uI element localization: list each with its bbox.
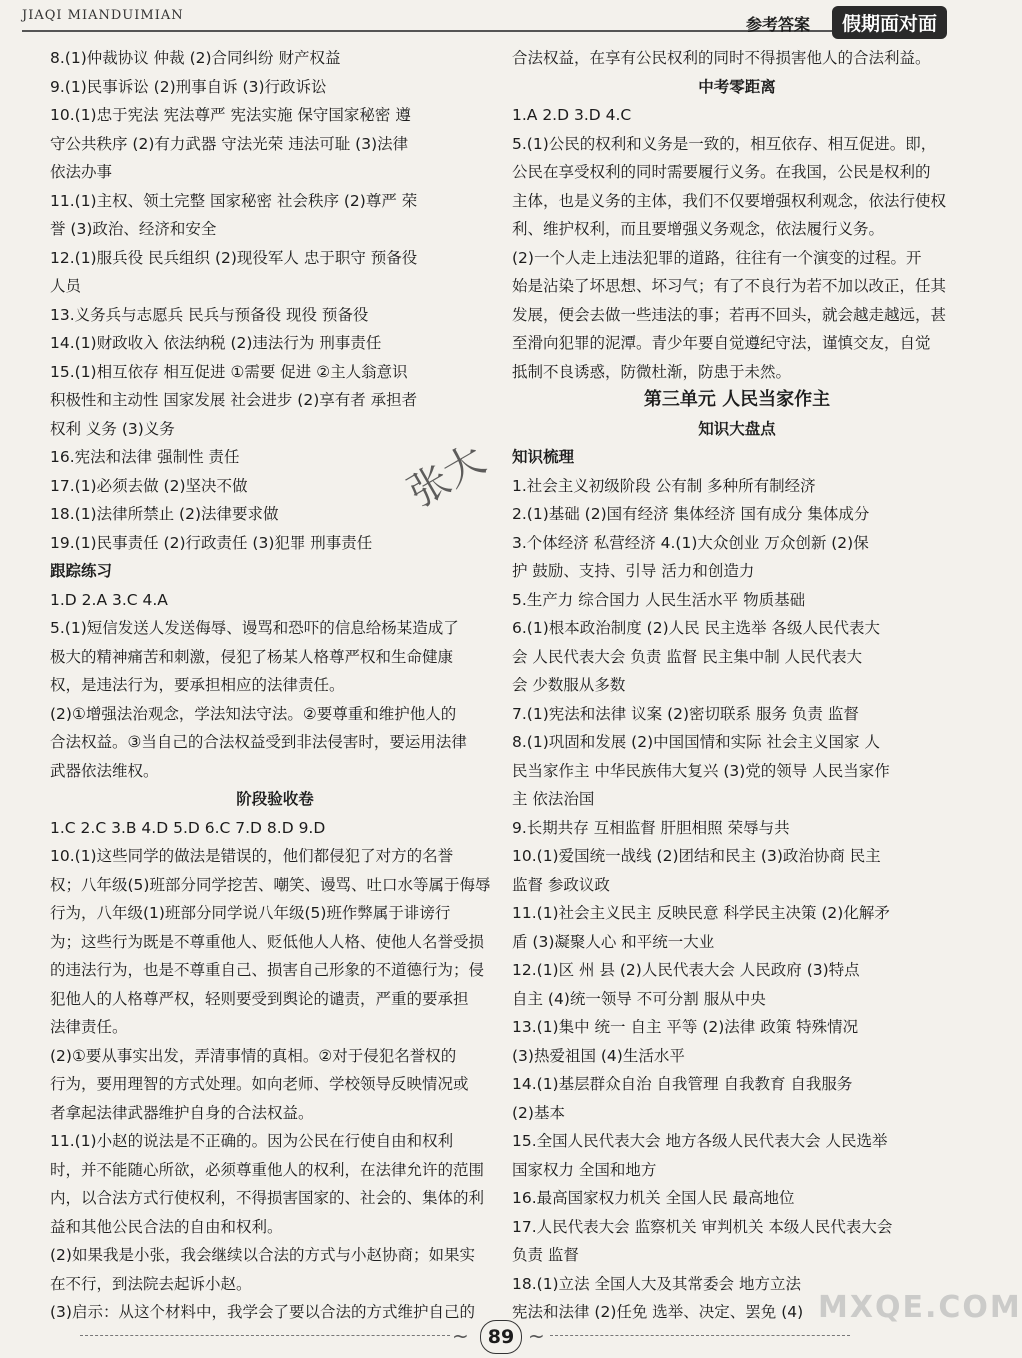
text-line: 1.社会主义初级阶段 公有制 多种所有制经济 (512, 476, 816, 495)
answers-label: 参考答案 (746, 15, 811, 34)
text-line: 权，是违法行为，要承担相应的法律责任。 (50, 676, 345, 694)
text-line: 3.个体经济 私营经济 4.(1)大众创业 万众创新 (2)保 (512, 533, 869, 552)
text-line: 10.(1)忠于宪法 宪法尊严 宪法实施 保守国家秘密 遵 (50, 106, 411, 124)
footer-rule-left (80, 1335, 450, 1337)
text-line: 中考零距离 (698, 77, 776, 96)
swirl-right-icon: ~ (528, 1324, 545, 1348)
text-line: 行为，要用理智的方式处理。如向老师、学校领导反映情况或 (50, 1075, 469, 1093)
text-line: 5.(1)短信发送人发送侮辱、谩骂和恐吓的信息给杨某造成了 (50, 619, 459, 637)
text-line: 在不行，到法院去起诉小赵。 (50, 1274, 252, 1293)
text-line: 法律责任。 (50, 1018, 128, 1036)
text-line: 13.(1)集中 统一 自主 平等 (2)法律 政策 特殊情况 (512, 1018, 859, 1036)
text-line: 1.D 2.A 3.C 4.A (50, 590, 168, 609)
left-column (50, 44, 500, 1327)
swirl-left-icon: ~ (452, 1324, 469, 1348)
text-line: 知识梳理 (512, 448, 575, 466)
text-line: 宪法和法律 (2)任免 选举、决定、罢免 (4) (512, 1303, 804, 1321)
text-line: 9.长期共存 互相监督 肝胆相照 荣辱与共 (512, 818, 790, 837)
footer-rule-right (550, 1335, 850, 1337)
text-line: 14.(1)基层群众自治 自我管理 自我教育 自我服务 (512, 1075, 853, 1093)
text-line: 极大的精神痛苦和刺激，侵犯了杨某人格尊严权和生命健康 (50, 647, 454, 666)
text-line: 10.(1)这些同学的做法是错误的，他们都侵犯了对方的名誉 (50, 847, 454, 865)
text-line: 合法权益，在享有公民权利的同时不得损害他人的合法利益。 (512, 49, 931, 67)
text-line: 1.A 2.D 3.D 4.C (512, 106, 632, 124)
text-line: 时，并不能随心所欲，必须尊重他人的权利，在法律允许的范围 (50, 1160, 485, 1179)
text-line: 护 鼓励、支持、引导 活力和创造力 (512, 562, 755, 580)
text-line: (3)热爱祖国 (4)生活水平 (512, 1046, 685, 1065)
text-line: 16.最高国家权力机关 全国人民 最高地位 (512, 1189, 795, 1207)
brand-logo: 假期面对面 (832, 6, 947, 39)
text-line: 2.(1)基础 (2)国有经济 集体经济 国有成分 集体成分 (512, 505, 870, 523)
text-line: 5.(1)公民的权利和义务是一致的，相互依存、相互促进。即， (512, 134, 937, 153)
text-line: 抵制不良诱惑，防微杜渐，防患于未然。 (512, 362, 792, 381)
text-line: 5.生产力 综合国力 人民生活水平 物质基础 (512, 590, 806, 609)
text-line: 16.宪法和法律 强制性 责任 (50, 448, 240, 466)
text-line: 15.全国人民代表大会 地方各级人民代表大会 人民选举 (512, 1132, 888, 1150)
text-line: 主 依法治国 (512, 790, 595, 808)
text-line: 权；八年级(5)班部分同学挖苦、嘲笑、谩骂、吐口水等属于侮辱 (50, 875, 491, 894)
text-line: 10.(1)爱国统一战线 (2)团结和民主 (3)政治协商 民主 (512, 847, 881, 865)
text-line: (3)启示：从这个材料中，我学会了要以合法的方式维护自己的 (50, 1303, 475, 1321)
text-line: 8.(1)仲裁协议 仲裁 (2)合同纠纷 财产权益 (50, 49, 341, 67)
text-line: 守公共秩序 (2)有力武器 守法光荣 违法可耻 (3)法律 (50, 134, 409, 153)
page-header (0, 0, 1000, 42)
text-line: 公民在享受权利的同时需要履行义务。在我国，公民是权利的 (512, 163, 931, 181)
text-line: 12.(1)服兵役 民兵组织 (2)现役军人 忠于职守 预备役 (50, 248, 418, 267)
text-line: 利、维护权利，而且要增强义务观念，依法履行义务。 (512, 220, 885, 238)
text-line: 主体，也是义务的主体，我们不仅要增强权利观念，依法行使权 (512, 191, 947, 210)
text-line: 为；这些行为既是不尊重他人、贬低他人人格、使他人名誉受损 (50, 932, 485, 951)
text-line: 18.(1)法律所禁止 (2)法律要求做 (50, 505, 279, 523)
text-line: 至滑向犯罪的泥潭。青少年要自觉遵纪守法，谨慎交友，自觉 (512, 334, 931, 352)
text-line: 民当家作主 中华民族伟大复兴 (3)党的领导 人民当家作 (512, 761, 890, 780)
text-line: 自主 (4)统一领导 不可分割 服从中央 (512, 989, 766, 1008)
text-line: 始是沾染了坏思想、坏习气；有了不良行为若不加以改正，任其 (512, 277, 947, 295)
text-line: 行为，八年级(1)班部分同学说八年级(5)班作弊属于诽谤行 (50, 904, 451, 922)
text-line: 1.C 2.C 3.B 4.D 5.D 6.C 7.D 8.D 9.D (50, 818, 326, 837)
text-line: 者拿起法律武器维护自身的合法权益。 (50, 1103, 314, 1122)
text-line: 内，以合法方式行使权利，不得损害国家的、社会的、集体的利 (50, 1189, 485, 1207)
text-line: 积极性和主动性 国家发展 社会进步 (2)享有者 承担者 (50, 391, 418, 409)
text-line: 合法权益。③当自己的合法权益受到非法侵害时，要运用法律 (50, 733, 467, 751)
text-line: 犯他人的人格尊严权，轻则要受到舆论的谴责，严重的要承担 (50, 989, 469, 1008)
text-line: 的违法行为，也是不尊重自己、损害自己形象的不道德行为；侵 (50, 961, 485, 979)
text-line: 跟踪练习 (50, 562, 113, 580)
text-line: 负责 监督 (512, 1246, 579, 1264)
page-number: 89 (480, 1320, 522, 1354)
text-line: 人员 (50, 277, 82, 295)
text-line: 盾 (3)凝聚人心 和平统一大业 (512, 932, 715, 951)
text-line: 14.(1)财政收入 依法纳税 (2)违法行为 刑事责任 (50, 334, 382, 352)
text-line: (2)如果我是小张，我会继续以合法的方式与小赵协商；如果实 (50, 1246, 475, 1264)
text-line: 12.(1)区 州 县 (2)人民代表大会 人民政府 (3)特点 (512, 961, 860, 979)
text-line: 19.(1)民事责任 (2)行政责任 (3)犯罪 刑事责任 (50, 533, 373, 552)
text-line: 18.(1)立法 全国人大及其常委会 地方立法 (512, 1274, 801, 1293)
text-line: (2)基本 (512, 1103, 565, 1122)
watermark: MXQE.COM (818, 1290, 1022, 1325)
text-line: 武器依法维权。 (50, 761, 159, 780)
text-line: 益和其他公民合法的自由和权利。 (50, 1217, 283, 1236)
text-line: (2)一个人走上违法犯罪的道路，往往有一个演变的过程。开 (512, 248, 922, 267)
text-line: 阶段验收卷 (236, 790, 314, 808)
handwritten-signature: 张大 (400, 436, 493, 517)
text-line: 知识大盘点 (698, 419, 776, 438)
text-line: 权利 义务 (3)义务 (50, 419, 175, 438)
text-line: 11.(1)小赵的说法是不正确的。因为公民在行使自由和权利 (50, 1132, 454, 1150)
right-column (512, 44, 962, 1327)
text-line: 会 人民代表大会 负责 监督 民主集中制 人民代表大 (512, 647, 863, 666)
text-line: 第三单元 人民当家作主 (643, 389, 831, 410)
series-title: JIAQI MIANDUIMIAN (22, 8, 184, 23)
text-line: 依法办事 (50, 163, 113, 181)
text-line: 7.(1)宪法和法律 议案 (2)密切联系 服务 负责 监督 (512, 704, 859, 723)
text-line: (2)①要从事实出发，弄清事情的真相。②对于侵犯名誉权的 (50, 1046, 457, 1065)
text-line: 15.(1)相互依存 相互促进 ①需要 促进 ②主人翁意识 (50, 362, 408, 381)
text-line: 誉 (3)政治、经济和安全 (50, 220, 217, 238)
text-line: 11.(1)主权、领土完整 国家秘密 社会秩序 (2)尊严 荣 (50, 191, 418, 210)
text-line: 9.(1)民事诉讼 (2)刑事自诉 (3)行政诉讼 (50, 77, 327, 96)
text-line: 6.(1)根本政治制度 (2)人民 民主选举 各级人民代表大 (512, 619, 880, 637)
text-line: 17.人民代表大会 监察机关 审判机关 本级人民代表大会 (512, 1217, 893, 1236)
text-line: 发展，便会去做一些违法的事；若再不回头，就会越走越远，甚 (512, 305, 947, 324)
text-line: 11.(1)社会主义民主 反映民意 科学民主决策 (2)化解矛 (512, 904, 890, 922)
text-line: 17.(1)必须去做 (2)坚决不做 (50, 476, 248, 495)
text-line: 国家权力 全国和地方 (512, 1160, 657, 1179)
text-line: 13.义务兵与志愿兵 民兵与预备役 现役 预备役 (50, 305, 369, 324)
text-line: 监督 参政议政 (512, 875, 610, 894)
text-line: 会 少数服从多数 (512, 676, 626, 694)
text-line: (2)①增强法治观念，学法知法守法。②要尊重和维护他人的 (50, 704, 457, 723)
text-line: 8.(1)巩固和发展 (2)中国国情和实际 社会主义国家 人 (512, 733, 880, 751)
